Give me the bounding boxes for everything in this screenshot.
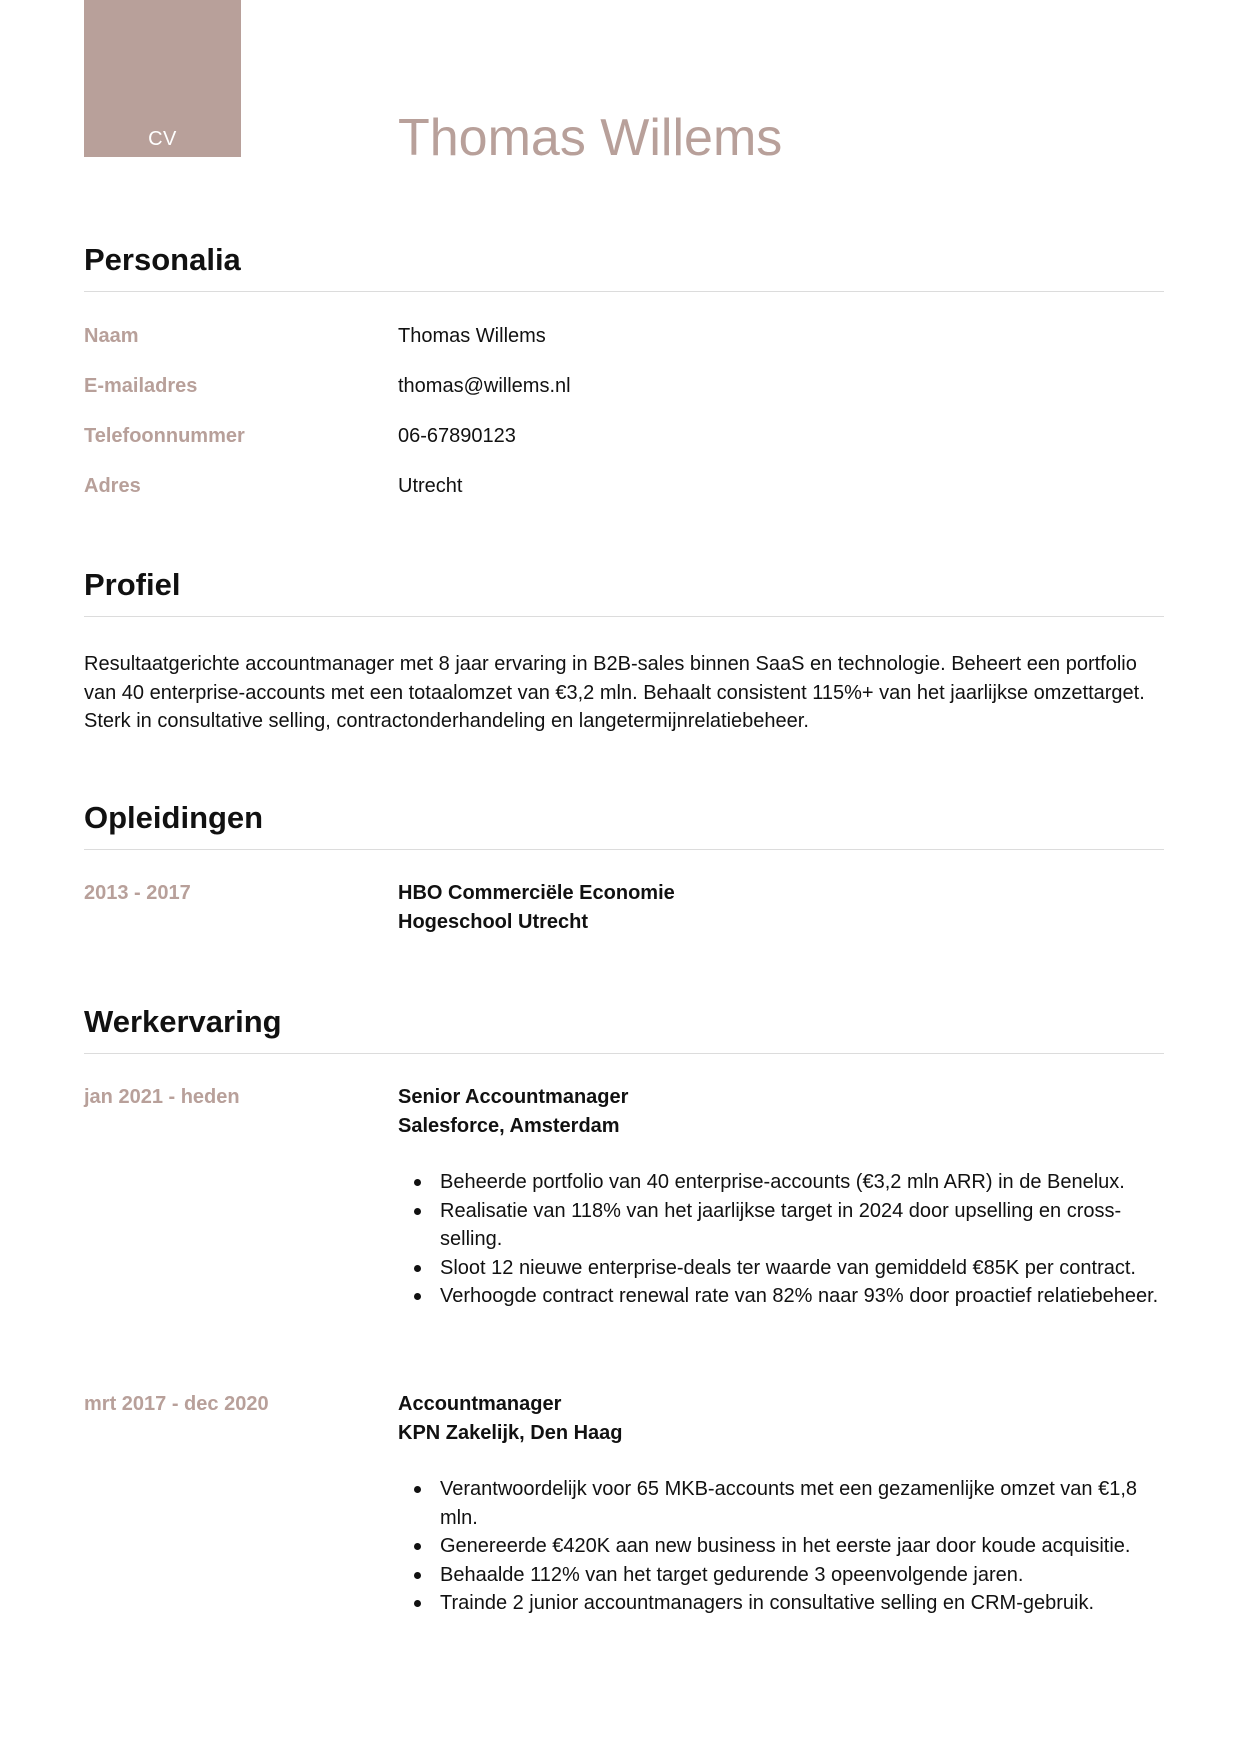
personalia-label: Naam	[84, 325, 139, 347]
list-item	[398, 1532, 1164, 1561]
job-title: Accountmanager	[398, 1393, 562, 1415]
job-company: Salesforce, Amsterdam	[398, 1114, 620, 1137]
section-werkervaring	[84, 1002, 1164, 1054]
section-personalia	[84, 240, 1164, 292]
list-item	[398, 1589, 1164, 1618]
bullet-text: Trainde 2 junior accountmanagers in consultative selling en CRM-gebruik.	[440, 1592, 1095, 1614]
bullet-icon	[414, 1572, 421, 1579]
profile-text: Resultaatgerichte accountmanager met 8 jaar ervaring in B2B-sales binnen SaaS en technologie. Beheert een portfolio van 40 enterprise-accounts met een totaalomzet van €3,2 mln. Behaalt consistent 115%+ van het jaarlijkse omzettarget. Sterk in consultative selling, contractonderhandeling en langetermijnrelatiebeheer.	[84, 653, 1145, 732]
education-title: HBO Commerciële Economie	[398, 882, 675, 904]
bullet-text: Genereerde €420K aan new business in het eerste jaar door koude acquisitie.	[440, 1535, 1131, 1557]
job-period: jan 2021 - heden	[84, 1086, 240, 1108]
section-title-opleidingen: Opleidingen	[84, 800, 264, 835]
bullet-icon	[414, 1208, 421, 1215]
bullet-icon	[414, 1265, 421, 1272]
bullet-text: Behaalde 112% van het target gedurende 3 opeenvolgende jaren.	[440, 1563, 1024, 1586]
education-details	[398, 879, 1164, 936]
personalia-row-adres	[84, 472, 1164, 502]
list-item	[398, 1282, 1164, 1311]
job-company: KPN Zakelijk, Den Haag	[398, 1421, 623, 1444]
section-title-profiel: Profiel	[84, 567, 181, 602]
personalia-label: E-mailadres	[84, 375, 198, 397]
job-details	[398, 1390, 1164, 1618]
list-item	[398, 1168, 1164, 1197]
education-institution: Hogeschool Utrecht	[398, 910, 589, 933]
personalia-value: Thomas Willems	[398, 325, 546, 347]
bullet-icon	[414, 1543, 421, 1550]
list-item	[398, 1197, 1164, 1254]
section-divider	[84, 291, 1164, 292]
bullet-icon	[414, 1179, 421, 1186]
list-item	[398, 1254, 1164, 1283]
bullet-text: Sloot 12 nieuwe enterprise-deals ter waarde van gemiddeld €85K per contract.	[440, 1256, 1136, 1279]
cv-badge	[84, 0, 241, 157]
job-bullets	[398, 1475, 1164, 1618]
page-title: Thomas Willems	[398, 109, 783, 167]
personalia-row-naam	[84, 322, 1164, 352]
personalia-row-email	[84, 372, 1164, 402]
education-period: 2013 - 2017	[84, 882, 191, 904]
section-divider	[84, 616, 1164, 617]
bullet-text: Verantwoordelijk voor 65 MKB-accounts met een gezamenlijke omzet van €1,8 mln.	[440, 1478, 1138, 1529]
section-title-personalia: Personalia	[84, 242, 241, 277]
job-period: mrt 2017 - dec 2020	[84, 1393, 269, 1415]
personalia-label: Adres	[84, 475, 141, 497]
personalia-value: 06-67890123	[398, 425, 516, 447]
job-title: Senior Accountmanager	[398, 1086, 629, 1108]
bullet-icon	[414, 1486, 421, 1493]
personalia-row-telefoon	[84, 422, 1164, 452]
personalia-value: Utrecht	[398, 475, 463, 497]
bullet-text: Realisatie van 118% van het jaarlijkse target in 2024 door upselling en cross-selling.	[440, 1199, 1122, 1250]
cv-label: CV	[148, 128, 177, 150]
list-item	[398, 1475, 1164, 1532]
job-bullets	[398, 1168, 1164, 1311]
bullet-icon	[414, 1293, 421, 1300]
bullet-icon	[414, 1600, 421, 1607]
personalia-value: thomas@willems.nl	[398, 375, 571, 397]
section-profiel	[84, 565, 1164, 617]
bullet-text: Beheerde portfolio van 40 enterprise-accounts (€3,2 mln ARR) in de Benelux.	[440, 1171, 1125, 1193]
bullet-text: Verhoogde contract renewal rate van 82% naar 93% door proactief relatiebeheer.	[440, 1285, 1159, 1307]
section-title-werkervaring: Werkervaring	[84, 1004, 282, 1039]
job-details	[398, 1083, 1164, 1311]
personalia-label: Telefoonnummer	[84, 425, 245, 447]
list-item	[398, 1561, 1164, 1590]
section-divider	[84, 1053, 1164, 1054]
section-divider	[84, 849, 1164, 850]
section-opleidingen	[84, 798, 1164, 850]
